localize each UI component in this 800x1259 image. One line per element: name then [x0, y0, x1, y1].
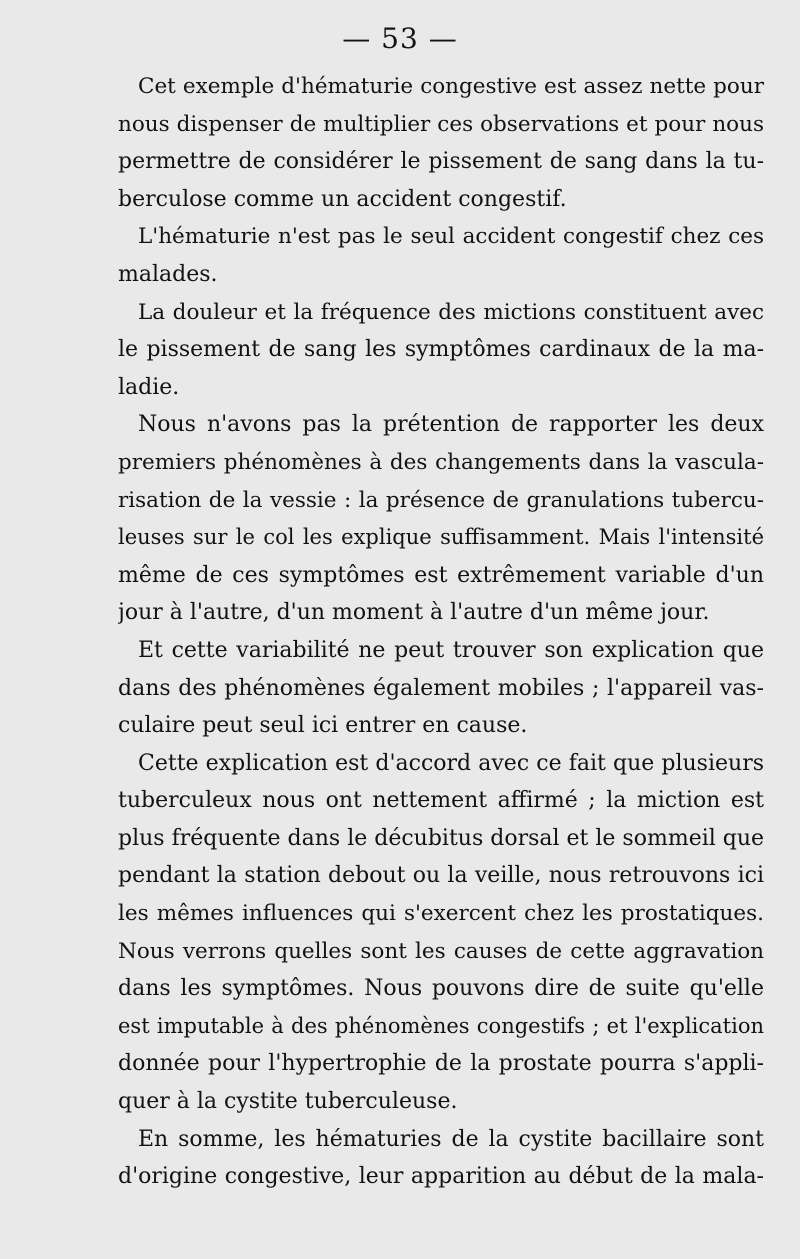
page-number: — 53 — [342, 22, 458, 55]
body-text [118, 68, 764, 1196]
text-line: jour à l'autre, d'un moment à l'autre d'un même jour. [118, 600, 710, 626]
text-line: Et cette variabilité ne peut trouver son explication que [138, 637, 764, 663]
text-line: Nous n'avons pas la prétention de rapporter les deux [138, 412, 764, 438]
text-line: berculose comme un accident congestif. [118, 186, 567, 212]
text-line: L'hématurie n'est pas le seul accident congestif chez ces [138, 224, 764, 250]
text-line: plus fréquente dans le décubitus dorsal et le sommeil que [118, 825, 764, 851]
text-line: Nous verrons quelles sont les causes de cette aggravation [118, 938, 764, 964]
text-line: En somme, les hématuries de la cystite bacillaire sont [138, 1126, 764, 1152]
text-line: est imputable à des phénomènes congestifs ; et l'explication [118, 1013, 764, 1038]
text-line: tuberculeux nous ont nettement affirmé ; la miction est [118, 788, 764, 814]
text-line: le pissement de sang les symptômes cardinaux de la ma- [118, 337, 764, 363]
text-line: malades. [118, 261, 218, 287]
text-line: d'origine congestive, leur apparition au début de la mala- [118, 1164, 764, 1190]
text-line: culaire peut seul ici entrer en cause. [118, 713, 528, 739]
text-line: donnée pour l'hypertrophie de la prostate pourra s'appli- [118, 1051, 764, 1077]
text-line: Cet exemple d'hématurie congestive est assez nette pour [138, 74, 764, 99]
text-line: permettre de considérer le pissement de sang dans la tu- [118, 149, 764, 175]
text-line: nous dispenser de multiplier ces observations et pour nous [118, 111, 764, 137]
text-line: dans les symptômes. Nous pouvons dire de suite qu'elle [118, 976, 764, 1002]
text-line: même de ces symptômes est extrêmement variable d'un [118, 562, 764, 588]
text-line: les mêmes influences qui s'exercent chez les prostatiques. [118, 901, 764, 927]
text-line: Cette explication est d'accord avec ce fait que plusieurs [138, 750, 764, 776]
text-line: risation de la vessie : la présence de granulations tubercu- [118, 487, 764, 513]
text-line: leuses sur le col les explique suffisamment. Mais l'intensité [118, 525, 764, 550]
text-line: ladie. [118, 374, 180, 400]
text-line: dans des phénomènes également mobiles ; l'appareil vas- [118, 675, 764, 701]
text-line: La douleur et la fréquence des mictions constituent avec [138, 299, 764, 325]
text-line: pendant la station debout ou la veille, nous retrouvons ici [118, 863, 764, 889]
text-line: premiers phénomènes à des changements dans la vascula- [118, 449, 764, 475]
text-line: quer à la cystite tuberculeuse. [118, 1089, 458, 1115]
